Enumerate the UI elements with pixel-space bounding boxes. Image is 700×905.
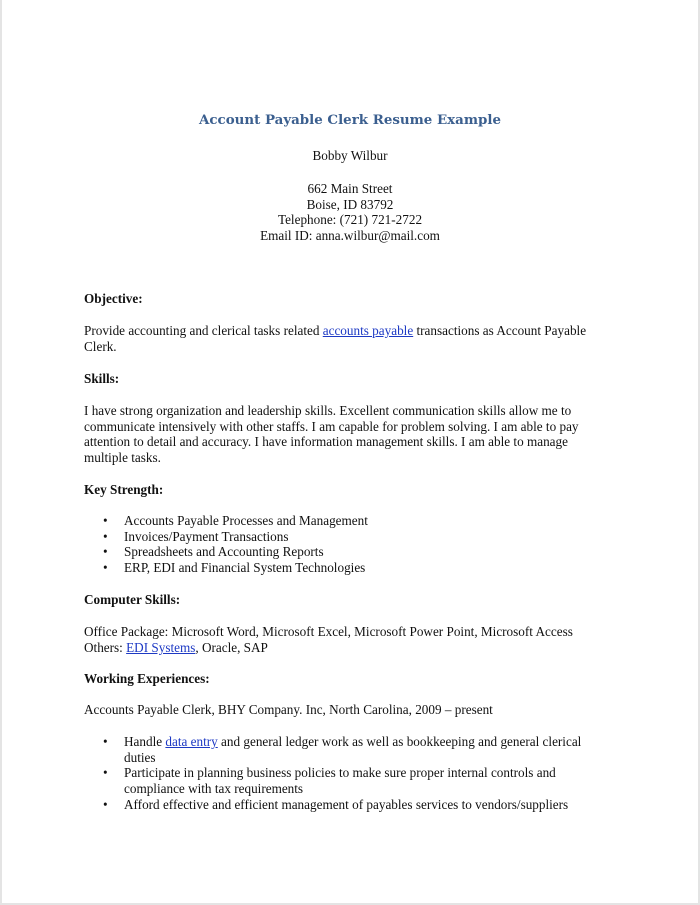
bullet-icon: • [103,765,108,781]
address-city: Boise, ID 83792 [306,196,394,212]
applicant-name: Bobby Wilbur [312,148,388,163]
list-item-text: Invoices/Payment Transactions [124,528,289,544]
data-entry-link[interactable]: data entry [165,734,218,749]
computer-skills-heading: Computer Skills: [84,592,181,607]
telephone: Telephone: (721) 721-2722 [277,212,423,228]
objective-text-before: Provide accounting and clerical tasks related [84,323,323,338]
edi-systems-link[interactable]: EDI Systems [126,639,196,655]
list-item-text: Spreadsheets and Accounting Reports [124,544,324,560]
bullet-icon: • [103,734,108,749]
bullet-icon: • [103,544,108,560]
others-line [84,640,614,656]
address-street: 662 Main Street [307,181,393,196]
item1-after: and general ledger work as well as bookkeeping and general clerical duties [124,734,582,765]
list-item [84,797,614,813]
key-strength-heading: Key Strength: [84,482,164,497]
working-experiences-heading: Working Experiences: [84,671,210,686]
list-item [84,560,614,576]
list-item [84,734,614,765]
skills-heading: Skills: [84,371,120,386]
list-item [84,513,614,529]
office-package: Office Package: Microsoft Word, Microsoft Excel, Microsoft Power Point, Microsoft Access [84,624,573,639]
objective-text-after: transactions as Account Payable Clerk. [84,323,587,354]
experience-list [84,734,614,813]
list-item-text: Afford effective and efficient management of payables services to vendors/suppliers [124,796,569,812]
bullet-icon: • [103,560,108,576]
key-strength-list [84,513,614,576]
others-suffix: , Oracle, SAP [195,639,268,655]
bullet-icon: • [103,513,108,528]
computer-skills-text [84,624,614,655]
list-item [84,765,614,796]
page-edge-left [0,0,2,905]
position-line: Accounts Payable Clerk, BHY Company. Inc, North Carolina, 2009 – present [84,702,493,717]
list-item [84,529,614,545]
bullet-icon: • [103,796,108,812]
skills-text: I have strong organization and leadership skills. Excellent communication skills allow me to communicate intensively with other staffs. I am capable for problem solving. I am able to pay attention to detail and accuracy. I have information management skills. I am able to manage multiple tasks. [84,403,579,466]
list-item-text: Accounts Payable Processes and Management [124,513,368,528]
email: Email ID: anna.wilbur@mail.com [260,228,440,244]
others-prefix: Others: [84,639,127,655]
item1-before: Handle [124,734,166,749]
objective-heading: Objective: [84,291,143,306]
accounts-payable-link[interactable]: accounts payable [322,323,414,338]
document-title: Account Payable Clerk Resume Example [199,112,501,128]
list-item-text: ERP, EDI and Financial System Technologies [124,560,366,576]
contact-block [0,181,700,244]
objective-text [84,323,614,354]
list-item [84,544,614,560]
bullet-icon: • [103,528,108,544]
list-item-text: Participate in planning business policies to make sure proper internal controls and compliance with tax requirements [124,765,556,797]
